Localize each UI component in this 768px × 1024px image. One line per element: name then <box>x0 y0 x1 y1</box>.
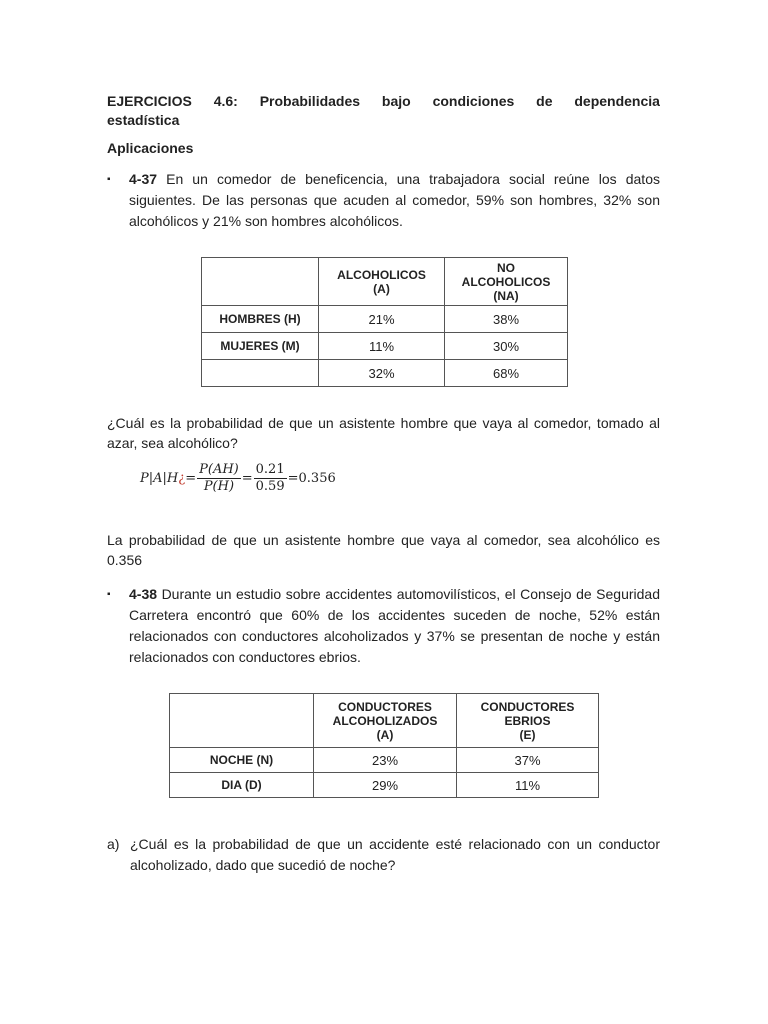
title-word: EJERCICIOS <box>107 93 192 109</box>
formula-result: 0.356 <box>298 471 336 486</box>
title-line-2: estadística <box>107 112 180 128</box>
table-header-cell <box>170 694 314 748</box>
table-header-cell <box>445 258 568 306</box>
equals-sign: = <box>287 471 299 486</box>
table-cell: 21% <box>319 306 445 333</box>
table-cell: 37% <box>457 748 599 773</box>
table-cell: 29% <box>314 773 457 798</box>
table-cell: 11% <box>319 333 445 360</box>
title-word: de <box>536 93 553 109</box>
table-cell: 32% <box>319 360 445 387</box>
problem-statement <box>129 584 660 668</box>
table-cell: 11% <box>457 773 599 798</box>
problem-number: 4-37 <box>129 171 158 187</box>
row-header: NOCHE (N) <box>170 748 314 773</box>
table-header-cell <box>202 258 319 306</box>
section-heading: Aplicaciones <box>107 140 194 156</box>
bullet-icon: ▪ <box>107 174 111 185</box>
fraction-numerator: P(AH) <box>199 462 239 477</box>
table-row <box>202 306 568 333</box>
equals-sign: = <box>185 471 197 486</box>
fraction-symbolic <box>197 462 241 495</box>
header-text: CONDUCTORES ALCOHOLIZADOS (A) <box>332 699 438 742</box>
table-alcoholicos <box>201 257 568 387</box>
title-word: bajo <box>381 93 411 109</box>
table-row <box>170 773 599 798</box>
table-header-cell <box>319 258 445 306</box>
table-conductores <box>169 693 599 798</box>
row-header: DIA (D) <box>170 773 314 798</box>
formula-lhs: P|A|H <box>140 471 179 486</box>
question-text: ¿Cuál es la probabilidad de que un accidente esté relacionado con un conductor alcoholizado, dado que sucedió de noche? <box>130 836 660 873</box>
title-word: dependencia <box>574 93 660 109</box>
fraction-denominator: 0.59 <box>255 479 285 494</box>
header-text: ALCOHOLICOS (A) <box>337 267 426 296</box>
title-line-1 <box>107 92 660 111</box>
question-4-37: ¿Cuál es la probabilidad de que un asistente hombre que vaya al comedor, tomado al azar, sea alcohólico? <box>107 415 660 451</box>
header-text: NO ALCOHOLICOS (NA) <box>461 260 551 303</box>
probability-formula <box>140 462 336 495</box>
question-a <box>107 834 660 876</box>
table-row <box>202 333 568 360</box>
table-header-cell <box>457 694 599 748</box>
question-label: a) <box>107 836 120 852</box>
table-header-cell <box>314 694 457 748</box>
bullet-icon: ▪ <box>107 589 111 600</box>
row-header: MUJERES (M) <box>202 333 319 360</box>
problem-number: 4-38 <box>129 586 158 602</box>
problem-text: En un comedor de beneficencia, una trabajadora social reúne los datos siguientes. De las personas que acuden al comedor, 59% son hombres, 32% son alcohólicos y 21% son hombres alcohólicos. <box>129 171 660 229</box>
fraction-denominator: P(H) <box>203 479 235 494</box>
table-row <box>202 360 568 387</box>
problem-text: Durante un estudio sobre accidentes automovilísticos, el Consejo de Seguridad Carretera encontró que 60% de los accidentes suceden de noche, 52% están relacionados con conductores alcoholizados y 37% se presentan de noche y están relacionados con conductores ebrios. <box>129 586 660 665</box>
row-header <box>202 360 319 387</box>
table-cell: 23% <box>314 748 457 773</box>
exercise-title <box>107 92 660 130</box>
answer-4-37: La probabilidad de que un asistente hombre que vaya al comedor, sea alcohólico es 0.356 <box>107 532 660 568</box>
table-cell: 30% <box>445 333 568 360</box>
fraction-numeric <box>254 462 287 495</box>
table-cell: 68% <box>445 360 568 387</box>
title-word: condiciones <box>432 93 515 109</box>
row-header: HOMBRES (H) <box>202 306 319 333</box>
problem-statement <box>129 169 660 232</box>
table-cell: 38% <box>445 306 568 333</box>
problem-4-38 <box>107 584 660 668</box>
equals-sign: = <box>241 471 253 486</box>
table-row <box>170 748 599 773</box>
header-text: CONDUCTORES EBRIOS (E) <box>480 699 575 742</box>
problem-4-37 <box>107 169 660 232</box>
formula-glyph: ¿ <box>178 471 186 486</box>
title-word: Probabilidades <box>259 93 361 109</box>
title-word: 4.6: <box>213 93 238 109</box>
fraction-numerator: 0.21 <box>255 462 285 477</box>
